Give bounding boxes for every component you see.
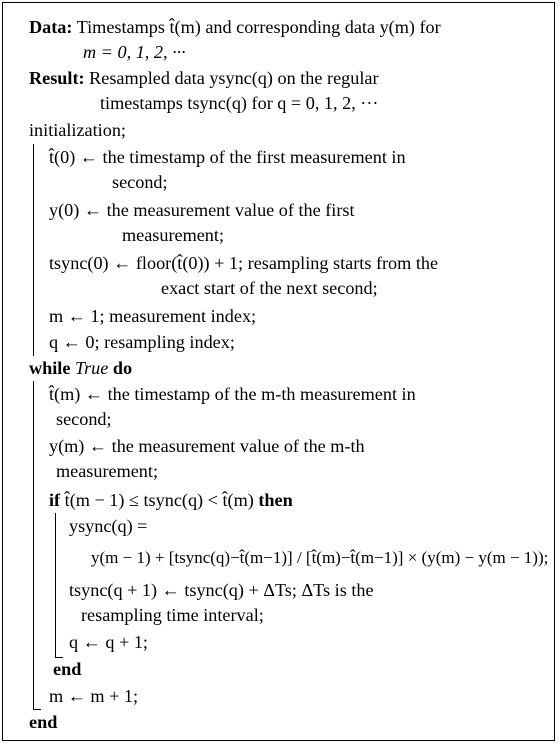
while-line	[29, 357, 132, 379]
if-block-tick	[55, 657, 63, 658]
init-block-bar	[33, 144, 34, 356]
data-text-2: m = 0, 1, 2, ···	[83, 42, 186, 62]
if-condition: t̂(m − 1) ≤ tsync(q) < t̂(m)	[64, 490, 254, 510]
loop-line-2: y(m) ← the measurement value of the m-th	[49, 436, 365, 456]
while-block-tick	[33, 709, 41, 710]
result-text-2: timestamps tsync(q) for q = 0, 1, 2, ···	[100, 93, 379, 113]
while-block-bar	[33, 381, 34, 709]
init-line-2-cont: measurement;	[122, 225, 225, 245]
loop-line-1-cont: second;	[56, 409, 112, 429]
init-label: initialization;	[29, 120, 126, 140]
result-line-continued	[100, 92, 378, 114]
loop-line-1: t̂(m) ← the timestamp of the m-th measurement in	[49, 384, 416, 404]
then-keyword: then	[258, 490, 293, 510]
if-body-line-3: tsync(q + 1) ← tsync(q) + ΔTs; ΔTs is the	[69, 580, 374, 600]
end-if: end	[53, 659, 82, 679]
if-body-line-3-cont: resampling time interval;	[81, 605, 264, 625]
init-line-2: y(0) ← the measurement value of the first	[49, 200, 355, 220]
if-body-line-4: q ← q + 1;	[69, 632, 148, 652]
init-line-1: t̂(0) ← the timestamp of the first measurement in	[49, 147, 406, 167]
end-while: end	[29, 712, 58, 732]
result-keyword: Result:	[29, 68, 85, 88]
init-line-1-cont: second;	[112, 172, 168, 192]
result-line	[29, 67, 379, 89]
while-condition: True	[74, 358, 109, 378]
if-body-line-1: ysync(q) =	[69, 516, 148, 536]
init-line-5: q ← 0; resampling index;	[49, 332, 235, 352]
data-text: Timestamps t̂(m) and corresponding data y(m) for	[76, 17, 441, 37]
data-line	[29, 16, 441, 38]
if-keyword: if	[49, 490, 61, 510]
data-keyword: Data:	[29, 17, 73, 37]
algorithm-box	[2, 2, 555, 741]
init-line-4: m ← 1; measurement index;	[49, 306, 257, 326]
while-keyword: while	[29, 358, 71, 378]
init-line-3: tsync(0) ← floor(t̂(0)) + 1; resampling starts from the	[49, 253, 439, 273]
init-line-3-cont: exact start of the next second;	[161, 278, 378, 298]
if-line	[49, 489, 293, 511]
if-block-bar	[55, 513, 56, 657]
data-line-continued	[83, 41, 186, 63]
loop-line-3: m ← m + 1;	[49, 686, 139, 706]
if-body-line-2: y(m − 1) + [tsync(q)−t̂(m−1)] / [t̂(m)−t̂(m−1)] × (y(m) − y(m − 1));	[91, 548, 549, 567]
loop-line-2-cont: measurement;	[56, 461, 159, 481]
do-keyword: do	[112, 358, 133, 378]
result-text: Resampled data ysync(q) on the regular	[89, 68, 379, 88]
